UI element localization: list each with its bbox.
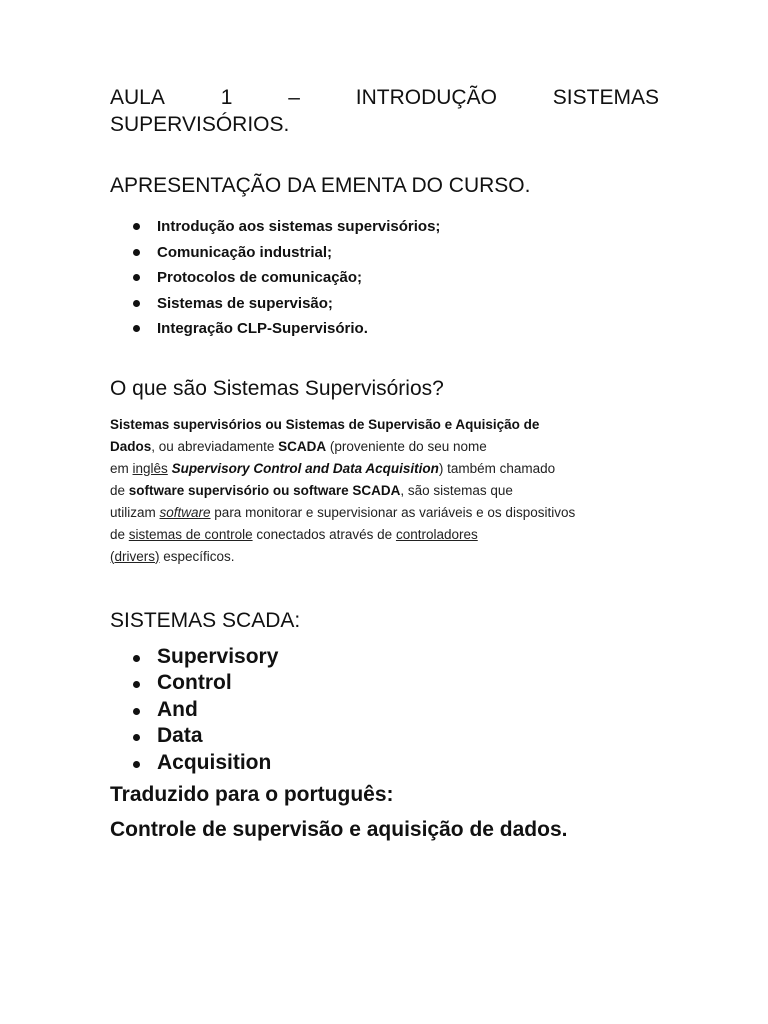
bold-italic-text: Supervisory Control and Data Acquisition	[171, 460, 439, 476]
title-word: INTRODUÇÃO	[355, 86, 497, 109]
bold-text: software supervisório ou software SCADA	[128, 482, 401, 498]
document-page	[110, 84, 659, 843]
title-word: 1	[220, 86, 233, 109]
title-line-1	[110, 84, 659, 111]
title-word: –	[288, 86, 300, 109]
list-item: Data	[110, 723, 659, 750]
text: de	[110, 482, 129, 498]
text: para monitorar e supervisionar as variáveis e os dispositivos	[210, 504, 576, 520]
list-item: Comunicação industrial;	[110, 240, 659, 266]
title-word: AULA	[110, 86, 165, 109]
text: utilizam	[110, 504, 160, 520]
link-controladores[interactable]: controladores	[395, 526, 478, 542]
question-heading: O que são Sistemas Supervisórios?	[110, 376, 444, 400]
text: (proveniente do seu nome	[326, 438, 487, 454]
text: ) também chamado	[438, 460, 556, 476]
ementa-list	[110, 214, 659, 342]
list-item: And	[110, 697, 659, 724]
list-item: Acquisition	[110, 750, 659, 777]
text: em	[110, 460, 133, 476]
text: conectados através de	[252, 526, 396, 542]
list-item: Integração CLP-Supervisório.	[110, 316, 659, 342]
list-item: Control	[110, 670, 659, 697]
bold-text: Sistemas supervisórios ou Sistemas de Supervisão e Aquisição de	[110, 416, 540, 432]
text: específicos.	[159, 548, 235, 564]
page-title	[110, 84, 659, 138]
bold-text: SCADA	[278, 438, 327, 454]
link-sistemas-de-controle[interactable]: sistemas de controle	[128, 526, 253, 542]
traducao-text: Controle de supervisão e aquisição de dados.	[110, 818, 568, 842]
text: , são sistemas que	[400, 482, 513, 498]
link-ingles[interactable]: inglês	[132, 460, 168, 476]
definition-paragraph	[110, 414, 659, 568]
text: , ou abreviadamente	[151, 438, 279, 454]
list-item: Sistemas de supervisão;	[110, 291, 659, 317]
list-item: Supervisory	[110, 644, 659, 671]
scada-heading: SISTEMAS SCADA:	[110, 608, 301, 632]
bold-text: Dados	[110, 438, 152, 454]
text: de	[110, 526, 129, 542]
list-item: Introdução aos sistemas supervisórios;	[110, 214, 659, 240]
link-software[interactable]: software	[159, 504, 211, 520]
traduzido-label: Traduzido para o português:	[110, 783, 394, 807]
link-drivers[interactable]: (drivers)	[110, 548, 160, 564]
title-word: SISTEMAS	[552, 86, 659, 109]
scada-list	[110, 644, 659, 777]
ementa-heading: APRESENTAÇÃO DA EMENTA DO CURSO.	[110, 174, 531, 197]
title-line-2: SUPERVISÓRIOS.	[110, 113, 290, 136]
list-item: Protocolos de comunicação;	[110, 265, 659, 291]
